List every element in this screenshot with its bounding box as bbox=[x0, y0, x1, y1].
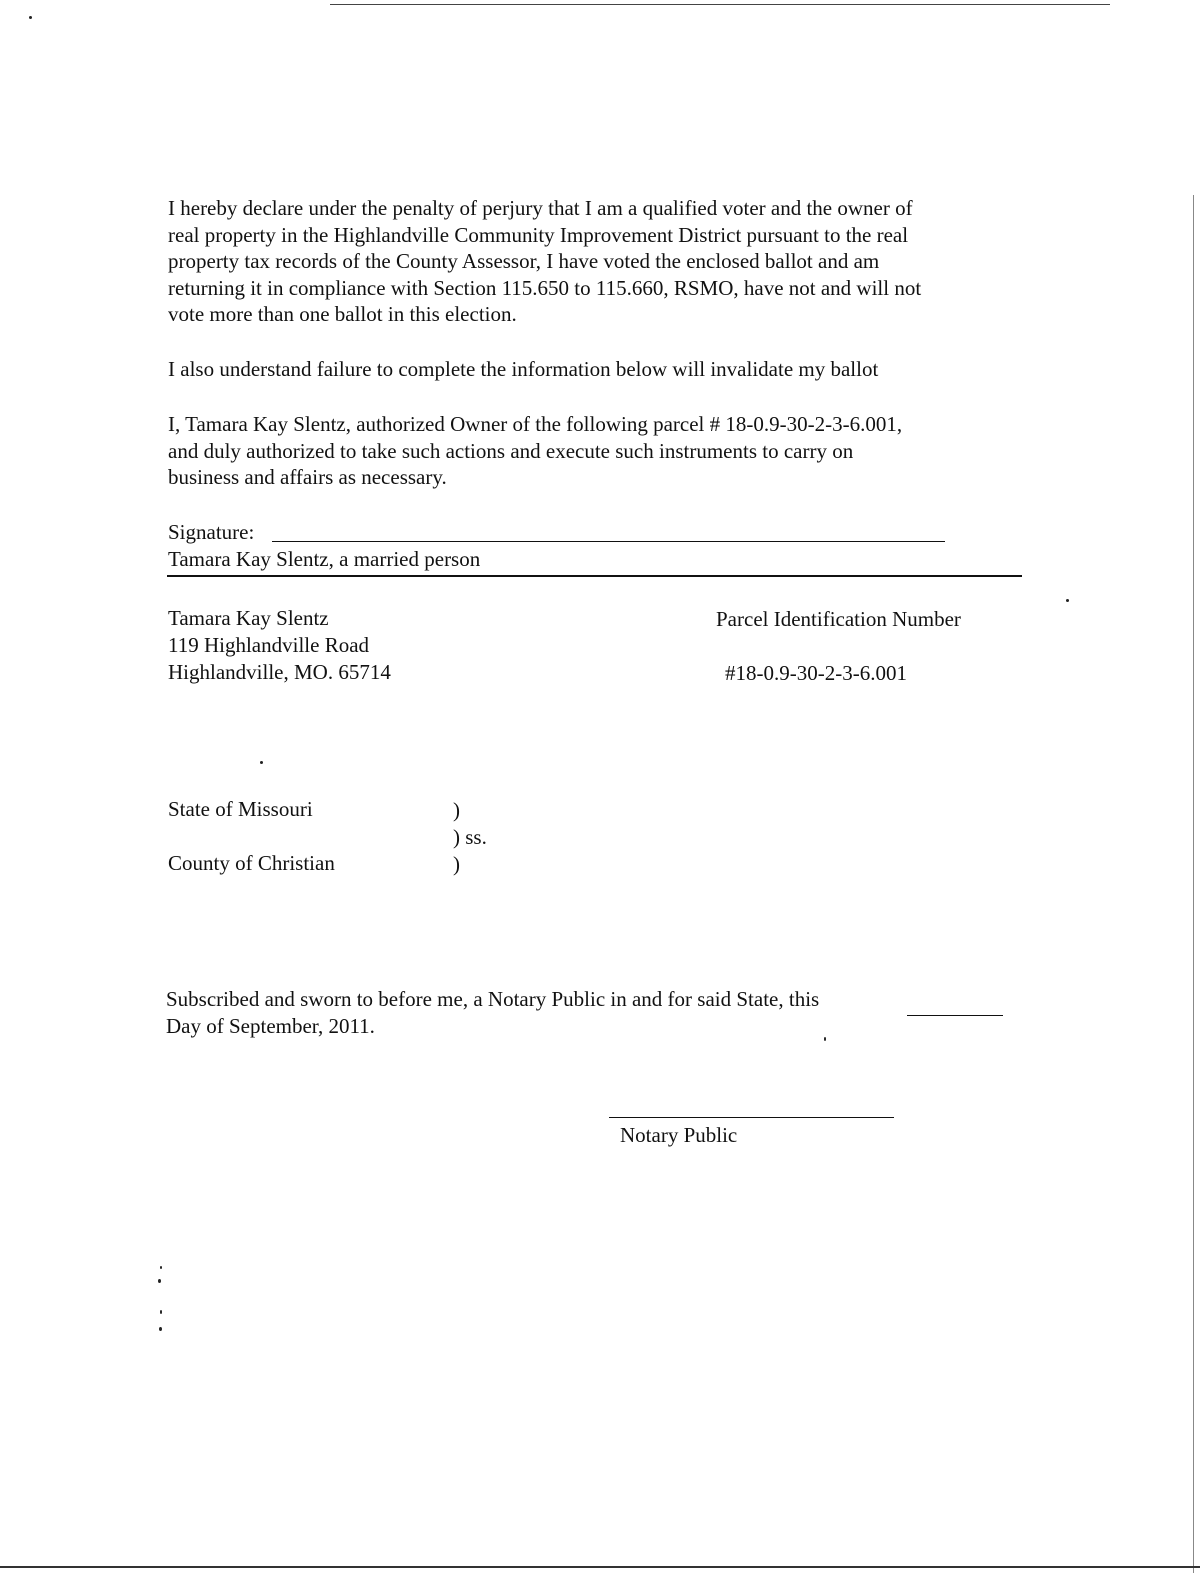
sworn-date: Day of September, 2011. bbox=[166, 1014, 375, 1038]
notary-signature-line bbox=[609, 1117, 894, 1118]
declaration-line: I hereby declare under the penalty of perjury that I am a qualified voter and the owner of bbox=[168, 196, 913, 220]
top-scan-rule bbox=[330, 4, 1110, 5]
parcel-heading: Parcel Identification Number bbox=[716, 607, 961, 631]
scan-speck bbox=[160, 1310, 162, 1314]
scan-speck bbox=[159, 1327, 162, 1331]
venue-state: State of Missouri bbox=[168, 797, 313, 821]
scan-speck bbox=[824, 1037, 826, 1041]
venue-county: County of Christian bbox=[168, 851, 335, 875]
declaration-line: real property in the Highlandville Community Improvement District pursuant to the real bbox=[168, 222, 909, 247]
declaration-line: vote more than one ballot in this election. bbox=[168, 302, 517, 327]
scan-speck bbox=[260, 761, 263, 764]
declaration-line: returning it in compliance with Section 115.650 to 115.660, RSMO, have not and will not bbox=[168, 275, 922, 300]
parcel-number: #18-0.9-30-2-3-6.001 bbox=[725, 661, 907, 685]
authorization-paragraph bbox=[168, 411, 902, 491]
venue-paren-top: ) bbox=[453, 798, 460, 822]
scan-speck bbox=[158, 1279, 161, 1283]
signature-label: Signature: bbox=[168, 520, 255, 544]
right-scan-edge bbox=[1193, 195, 1194, 1573]
owner-street: 119 Highlandville Road bbox=[168, 633, 370, 657]
venue-ss: ) ss. bbox=[453, 825, 487, 849]
bottom-scan-edge bbox=[0, 1566, 1200, 1568]
scan-speck bbox=[160, 1266, 162, 1269]
understanding-statement: I also understand failure to complete the information below will invalidate my ballot bbox=[168, 357, 879, 381]
venue-paren-bottom: ) bbox=[453, 852, 460, 876]
scan-speck bbox=[1066, 599, 1069, 602]
notary-label: Notary Public bbox=[620, 1123, 738, 1147]
declaration-paragraph bbox=[168, 195, 921, 328]
authorization-line: business and affairs as necessary. bbox=[168, 465, 447, 490]
authorization-line: I, Tamara Kay Slentz, authorized Owner of the following parcel # 18-0.9-30-2-3-6.001, bbox=[168, 412, 903, 436]
signature-rule bbox=[167, 575, 1022, 577]
owner-city: Highlandville, MO. 65714 bbox=[168, 660, 391, 684]
owner-name: Tamara Kay Slentz bbox=[168, 606, 329, 630]
date-blank-line bbox=[907, 1015, 1003, 1016]
signer-name: Tamara Kay Slentz, a married person bbox=[168, 547, 481, 571]
authorization-line: and duly authorized to take such actions and execute such instruments to carry on bbox=[168, 438, 854, 463]
sworn-statement: Subscribed and sworn to before me, a Notary Public in and for said State, this bbox=[166, 987, 820, 1011]
declaration-line: property tax records of the County Assessor, I have voted the enclosed ballot and am bbox=[168, 249, 880, 274]
scan-speck bbox=[29, 16, 32, 19]
signature-blank-line bbox=[272, 541, 945, 542]
